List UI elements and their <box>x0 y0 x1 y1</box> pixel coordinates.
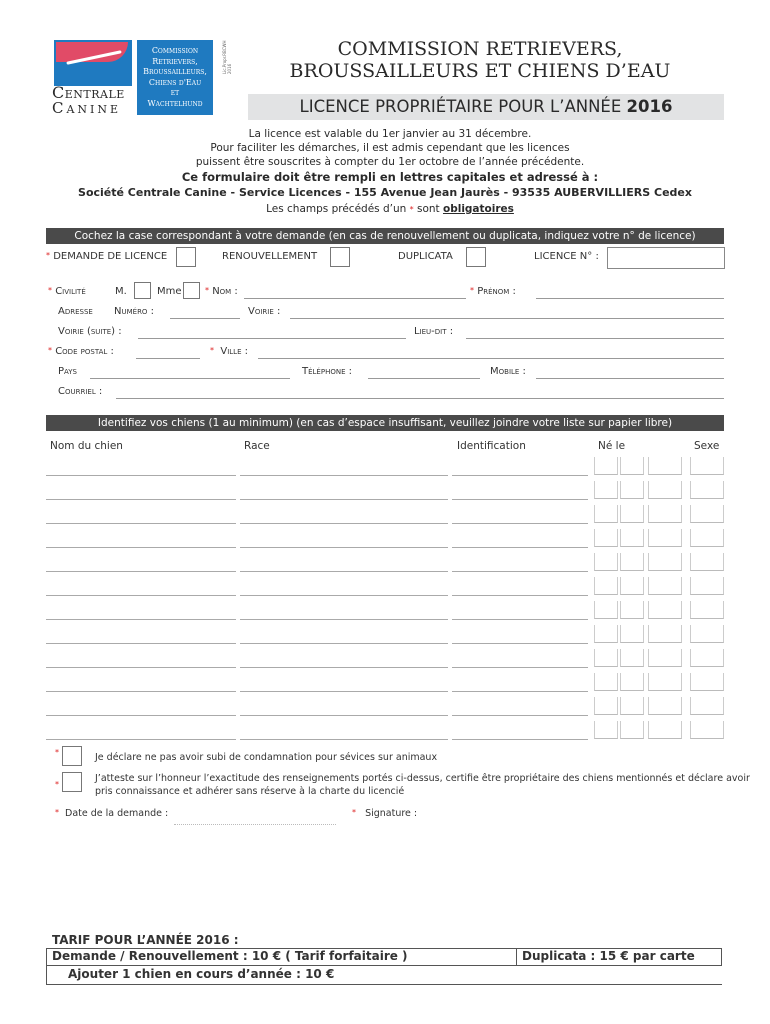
commission-line: Chiens d'Eau <box>148 77 202 87</box>
courriel-label: Courriel : <box>58 386 103 397</box>
dog-birthdate-cell[interactable] <box>648 457 682 475</box>
licence-no-label: LICENCE N° : <box>534 251 599 262</box>
dog-name-cell[interactable] <box>46 739 236 740</box>
numero-input[interactable] <box>170 318 240 319</box>
dog-birthdate-cell[interactable] <box>648 649 682 667</box>
dog-sexe-cell[interactable] <box>690 649 724 667</box>
dog-birthdate-cell[interactable] <box>648 553 682 571</box>
lieu-dit-label: Lieu-dit : <box>414 326 454 337</box>
code-postal-input[interactable] <box>136 358 200 359</box>
voirie-input[interactable] <box>290 318 724 319</box>
dog-birthdate-cell[interactable] <box>648 601 682 619</box>
dog-birthdate-cell[interactable] <box>648 529 682 547</box>
dog-sexe-cell[interactable] <box>690 673 724 691</box>
dog-identification-cell[interactable] <box>452 619 588 620</box>
dog-name-cell[interactable] <box>46 643 236 644</box>
adresse-label: Adresse <box>58 306 93 317</box>
m-checkbox[interactable] <box>134 282 151 299</box>
dog-sexe-cell[interactable] <box>690 577 724 595</box>
dog-sexe-cell[interactable] <box>690 553 724 571</box>
dog-identification-cell[interactable] <box>452 499 588 500</box>
dog-birthdate-cell[interactable] <box>594 577 618 595</box>
commission-line: et <box>170 88 180 97</box>
dog-identification-cell[interactable] <box>452 643 588 644</box>
dog-identification-cell[interactable] <box>452 475 588 476</box>
dog-birthdate-cell[interactable] <box>594 529 618 547</box>
tarif-demande: Demande / Renouvellement : 10 € ( Tarif forfaitaire ) <box>52 949 408 963</box>
dog-race-cell[interactable] <box>240 499 448 500</box>
renouvellement-checkbox[interactable] <box>330 247 350 267</box>
required-star: * <box>409 205 414 214</box>
title-line-1: COMMISSION RETRIEVERS, <box>337 38 623 60</box>
mobile-input[interactable] <box>536 378 724 379</box>
dog-identification-cell[interactable] <box>452 667 588 668</box>
section-band-chiens: Identifiez vos chiens (1 au minimum) (en cas d’espace insuffisant, veuillez joindre votre liste sur papier libre) <box>46 415 724 431</box>
renouvellement-label: RENOUVELLEMENT <box>222 251 318 262</box>
ville-label: * Ville : <box>210 346 249 357</box>
numero-label: Numéro : <box>114 306 154 317</box>
dog-birthdate-cell[interactable] <box>594 697 618 715</box>
dog-sexe-cell[interactable] <box>690 721 724 739</box>
dog-birthdate-cell[interactable] <box>620 505 644 523</box>
commission-line: Broussailleurs, <box>143 67 207 76</box>
dog-sexe-cell[interactable] <box>690 625 724 643</box>
dog-birthdate-cell[interactable] <box>620 457 644 475</box>
logo-word-centrale: Centrale <box>52 83 125 102</box>
dog-sexe-cell[interactable] <box>690 529 724 547</box>
licence-title: LICENCE PROPRIÉTAIRE POUR L’ANNÉE <box>299 97 622 116</box>
dog-race-cell[interactable] <box>240 475 448 476</box>
required-note-link: obligatoires <box>442 203 514 215</box>
code-postal-label: * Code postal : <box>48 346 114 357</box>
mobile-label: Mobile : <box>490 366 526 377</box>
dog-name-cell[interactable] <box>46 691 236 692</box>
col-ne-le: Né le <box>598 440 626 452</box>
voirie-suite-input[interactable] <box>138 338 406 339</box>
tarif-title: TARIF POUR L’ANNÉE 2016 : <box>52 933 239 947</box>
civilite-label: * Civilité <box>48 286 86 297</box>
dog-birthdate-cell[interactable] <box>620 625 644 643</box>
page-title <box>240 38 720 82</box>
commission-line: Retrievers, <box>152 56 198 66</box>
tarif-ajout: Ajouter 1 chien en cours d’année : 10 € <box>68 967 335 981</box>
prenom-label: * Prénom : <box>470 286 516 297</box>
intro-line-6 <box>90 203 690 216</box>
address-line: Société Centrale Canine - Service Licences - 155 Avenue Jean Jaurès - 93535 AUBERVILLIERS Cedex <box>78 186 692 199</box>
telephone-label: Téléphone : <box>302 366 353 377</box>
pays-label: Pays <box>58 366 77 377</box>
demande-label: * DEMANDE DE LICENCE <box>46 251 168 262</box>
dog-birthdate-cell[interactable] <box>594 505 618 523</box>
dog-name-cell[interactable] <box>46 715 236 716</box>
demande-checkbox[interactable] <box>176 247 196 267</box>
lieu-dit-input[interactable] <box>466 338 724 339</box>
section-band-demande: Cochez la case correspondant à votre demande (en cas de renouvellement ou duplicata, indiquez votre n° de licence) <box>46 228 724 244</box>
mme-label: Mme <box>157 286 182 297</box>
logo-word-canine: Canine <box>52 99 122 117</box>
decl2-star: * <box>55 780 59 789</box>
dog-birthdate-cell[interactable] <box>648 625 682 643</box>
pays-input[interactable] <box>90 378 290 379</box>
dog-race-cell[interactable] <box>240 715 448 716</box>
dog-birthdate-cell[interactable] <box>620 673 644 691</box>
dog-birthdate-cell[interactable] <box>620 721 644 739</box>
duplicata-checkbox[interactable] <box>466 247 486 267</box>
dog-birthdate-cell[interactable] <box>648 505 682 523</box>
title-line-2: BROUSSAILLEURS ET CHIENS D’EAU <box>289 60 671 82</box>
mme-checkbox[interactable] <box>183 282 200 299</box>
tarif-divider <box>516 948 517 966</box>
decl2-text-2: pris connaissance et adhérer sans réserve à la charte du licencié <box>95 786 405 797</box>
required-note-pre: Les champs précédés d’un <box>266 203 407 215</box>
required-note-mid: sont <box>416 203 440 215</box>
commission-line: Commission <box>151 46 199 55</box>
dog-race-cell[interactable] <box>240 523 448 524</box>
intro-line-2: Pour faciliter les démarches, il est admis cependant que les licences <box>210 142 570 154</box>
dog-birthdate-cell[interactable] <box>648 481 682 499</box>
col-race: Race <box>244 440 270 452</box>
dog-birthdate-cell[interactable] <box>594 601 618 619</box>
dog-birthdate-cell[interactable] <box>648 697 682 715</box>
voirie-label: Voirie : <box>248 306 281 317</box>
dog-name-cell[interactable] <box>46 475 236 476</box>
dog-birthdate-cell[interactable] <box>620 697 644 715</box>
dog-birthdate-cell[interactable] <box>620 577 644 595</box>
dog-birthdate-cell[interactable] <box>594 553 618 571</box>
dog-birthdate-cell[interactable] <box>620 553 644 571</box>
licence-year: 2016 <box>626 97 673 116</box>
date-input[interactable] <box>174 824 336 825</box>
dog-birthdate-cell[interactable] <box>648 673 682 691</box>
dog-name-cell[interactable] <box>46 499 236 500</box>
dog-race-cell[interactable] <box>240 619 448 620</box>
nom-input[interactable] <box>244 298 466 299</box>
courriel-input[interactable] <box>116 398 724 399</box>
dog-race-cell[interactable] <box>240 739 448 740</box>
dog-identification-cell[interactable] <box>452 547 588 548</box>
commission-line: Wachtelhund <box>147 98 203 108</box>
col-sexe: Sexe <box>694 440 720 452</box>
dog-birthdate-cell[interactable] <box>620 649 644 667</box>
m-label: M. <box>115 286 127 297</box>
dog-birthdate-cell[interactable] <box>620 601 644 619</box>
voirie-suite-label: Voirie (suite) : <box>58 326 122 337</box>
prenom-input[interactable] <box>536 298 724 299</box>
tarif-bottom-line <box>46 984 722 985</box>
dog-race-cell[interactable] <box>240 595 448 596</box>
licence-no-input[interactable] <box>607 247 725 269</box>
dog-name-cell[interactable] <box>46 547 236 548</box>
dog-birthdate-cell[interactable] <box>594 673 618 691</box>
intro-line-4: Ce formulaire doit être rempli en lettres capitales et adressé à : <box>181 170 599 184</box>
dog-birthdate-cell[interactable] <box>594 457 618 475</box>
col-identification: Identification <box>457 440 526 452</box>
dog-name-cell[interactable] <box>46 571 236 572</box>
decl1-star: * <box>55 748 59 757</box>
signature-label: * Signature : <box>352 808 418 819</box>
dog-birthdate-cell[interactable] <box>648 721 682 739</box>
dog-identification-cell[interactable] <box>452 739 588 740</box>
commission-box <box>137 40 213 115</box>
dog-sexe-cell[interactable] <box>690 481 724 499</box>
intro-line-3: puissent être souscrites à compter du 1er octobre de l’année précédente. <box>195 156 585 168</box>
ville-input[interactable] <box>258 358 724 359</box>
dog-race-cell[interactable] <box>240 667 448 668</box>
licence-title-band <box>248 94 724 120</box>
dog-name-cell[interactable] <box>46 595 236 596</box>
dog-name-cell[interactable] <box>46 619 236 620</box>
dog-birthdate-cell[interactable] <box>594 481 618 499</box>
telephone-input[interactable] <box>368 378 480 379</box>
intro-line-1: La licence est valable du 1er janvier au 31 décembre. <box>248 128 532 140</box>
decl2-checkbox[interactable] <box>62 772 82 792</box>
dog-identification-cell[interactable] <box>452 571 588 572</box>
dog-name-cell[interactable] <box>46 667 236 668</box>
dog-identification-cell[interactable] <box>452 523 588 524</box>
dog-sexe-cell[interactable] <box>690 697 724 715</box>
tarif-ajout-border <box>46 966 47 984</box>
dog-name-cell[interactable] <box>46 523 236 524</box>
col-nom-chien: Nom du chien <box>50 440 123 452</box>
duplicata-label: DUPLICATA <box>398 251 453 262</box>
dog-race-cell[interactable] <box>240 547 448 548</box>
dog-birthdate-cell[interactable] <box>594 649 618 667</box>
decl1-text: Je déclare ne pas avoir subi de condamnation pour sévices sur animaux <box>95 752 438 763</box>
date-label: * Date de la demande : <box>55 808 169 819</box>
dog-race-cell[interactable] <box>240 691 448 692</box>
dog-birthdate-cell[interactable] <box>648 577 682 595</box>
decl2-text-1: J’atteste sur l’honneur l’exactitude des renseignements portés ci-dessus, certifie être propriétaire des chiens mentionnés et déclare avoir <box>95 773 750 784</box>
dog-birthdate-cell[interactable] <box>594 625 618 643</box>
dog-sexe-cell[interactable] <box>690 457 724 475</box>
dog-birthdate-cell[interactable] <box>620 529 644 547</box>
dog-identification-cell[interactable] <box>452 715 588 716</box>
nom-label: * Nom : <box>205 286 238 297</box>
dog-race-cell[interactable] <box>240 571 448 572</box>
decl1-checkbox[interactable] <box>62 746 82 766</box>
dog-birthdate-cell[interactable] <box>594 721 618 739</box>
dog-identification-cell[interactable] <box>452 595 588 596</box>
dog-sexe-cell[interactable] <box>690 505 724 523</box>
dog-sexe-cell[interactable] <box>690 601 724 619</box>
tarif-duplicata: Duplicata : 15 € par carte <box>522 949 695 963</box>
dog-birthdate-cell[interactable] <box>620 481 644 499</box>
dog-identification-cell[interactable] <box>452 691 588 692</box>
vertical-reference-note: Lic.Propr.RBCWH 2016 <box>222 40 232 74</box>
dog-race-cell[interactable] <box>240 643 448 644</box>
